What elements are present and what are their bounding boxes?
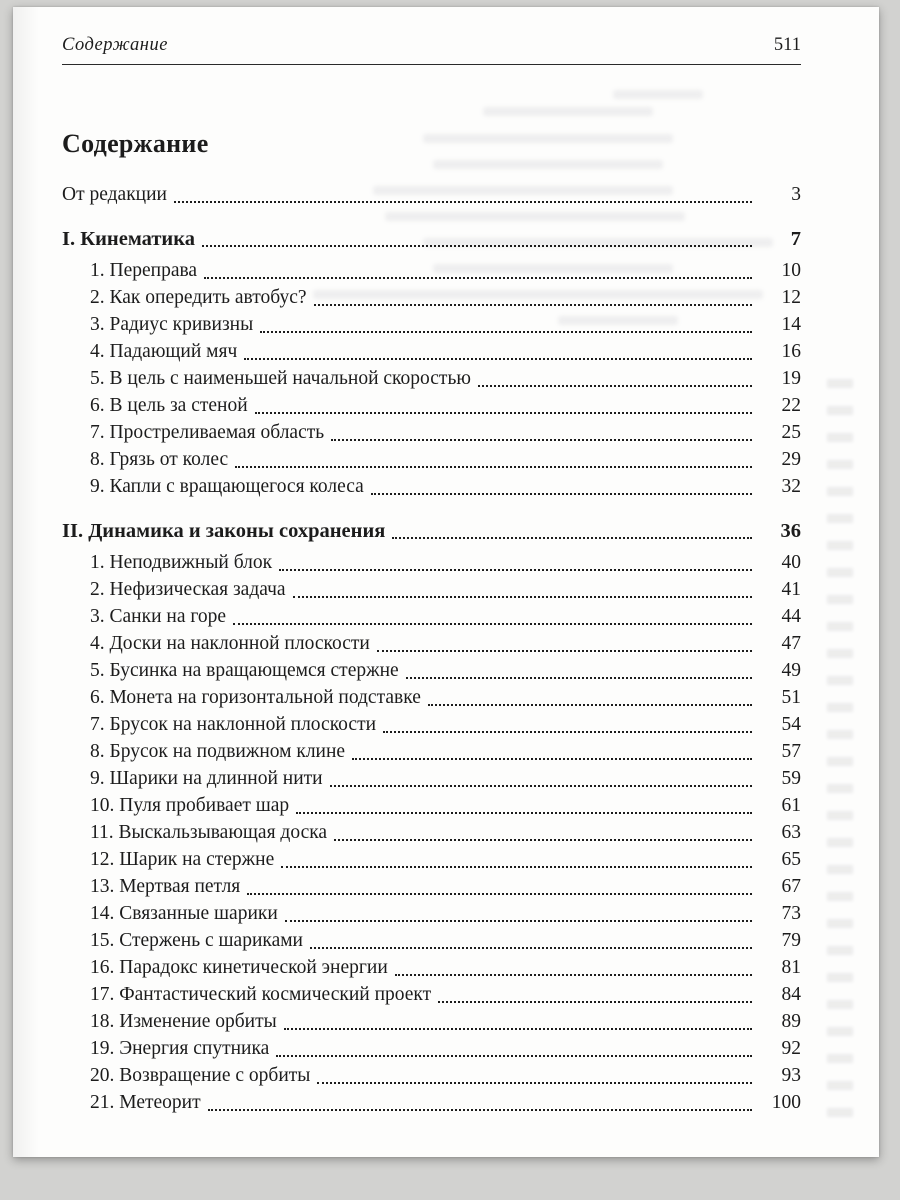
leader-dots	[204, 277, 752, 279]
leader-dots	[428, 704, 752, 706]
toc-entry-page: 47	[781, 633, 801, 654]
toc-entry-page: 22	[781, 395, 801, 416]
leader-dots	[296, 812, 752, 814]
toc-entry-label: 19. Энергия спутника	[90, 1038, 270, 1059]
toc-entry-page: 7	[790, 228, 801, 250]
toc-entry-page: 40	[781, 552, 801, 573]
leader-dots	[208, 1109, 752, 1111]
toc-item-row	[62, 311, 801, 338]
toc-item-row	[62, 257, 801, 284]
leader-dots	[314, 304, 752, 306]
toc-entry-label: 21. Метеорит	[90, 1092, 201, 1113]
bleed-page-numbers	[827, 379, 853, 1127]
toc-entry-label: II. Динамика и законы сохранения	[62, 520, 386, 542]
toc-entry-page: 61	[781, 795, 801, 816]
toc-item-row	[62, 684, 801, 711]
toc-front-matter-row	[62, 181, 801, 208]
header-rule	[62, 64, 801, 65]
toc-entry-page: 84	[781, 984, 801, 1005]
toc-item-row	[62, 900, 801, 927]
leader-dots	[331, 439, 752, 441]
toc-entry-page: 25	[781, 422, 801, 443]
toc-item-row	[62, 365, 801, 392]
toc-list	[62, 181, 801, 1116]
leader-dots	[255, 412, 752, 414]
toc-item-row	[62, 927, 801, 954]
toc-entry-label: 17. Фантастический космический проект	[90, 984, 432, 1005]
toc-entry-label: 12. Шарик на стержне	[90, 849, 275, 870]
toc-entry-page: 54	[781, 714, 801, 735]
toc-chapter-row	[62, 226, 801, 253]
toc-entry-page: 49	[781, 660, 801, 681]
leader-dots	[235, 466, 752, 468]
toc-item-row	[62, 1089, 801, 1116]
toc-entry-label: 8. Брусок на подвижном клине	[90, 741, 346, 762]
toc-entry-page: 59	[781, 768, 801, 789]
leader-dots	[174, 201, 752, 203]
toc-entry-label: I. Кинематика	[62, 228, 195, 250]
leader-dots	[281, 866, 752, 868]
toc-entry-page: 36	[780, 520, 801, 542]
toc-entry-label: От редакции	[62, 184, 167, 205]
toc-entry-label: 5. В цель с наименьшей начальной скоростью	[90, 368, 471, 389]
toc-section-items	[62, 549, 801, 1116]
running-title: Содержание	[62, 35, 168, 55]
toc-entry-page: 65	[781, 849, 801, 870]
leader-dots	[352, 758, 752, 760]
book-page	[13, 7, 879, 1157]
leader-dots	[244, 358, 752, 360]
toc-item-row	[62, 576, 801, 603]
toc-item-row	[62, 981, 801, 1008]
bleed-mark	[483, 107, 653, 116]
toc-item-row	[62, 419, 801, 446]
leader-dots	[310, 947, 752, 949]
toc-entry-label: 6. Монета на горизонтальной подставке	[90, 687, 421, 708]
toc-entry-page: 79	[781, 930, 801, 951]
toc-entry-page: 16	[781, 341, 801, 362]
toc-entry-label: 15. Стержень с шариками	[90, 930, 303, 951]
toc-entry-label: 6. В цель за стеной	[90, 395, 248, 416]
leader-dots	[478, 385, 752, 387]
bleed-mark	[613, 90, 703, 99]
toc-entry-page: 81	[781, 957, 801, 978]
toc-entry-page: 73	[781, 903, 801, 924]
leader-dots	[330, 785, 752, 787]
toc-entry-label: 4. Падающий мяч	[90, 341, 238, 362]
toc-entry-label: 1. Неподвижный блок	[90, 552, 273, 573]
toc-entry-label: 2. Нефизическая задача	[90, 579, 286, 600]
toc-item-row	[62, 1035, 801, 1062]
toc-entry-page: 89	[781, 1011, 801, 1032]
toc-item-row	[62, 392, 801, 419]
toc-item-row	[62, 338, 801, 365]
toc-entry-page: 19	[781, 368, 801, 389]
toc-entry-page: 3	[791, 184, 801, 205]
toc-chapter-row	[62, 518, 801, 545]
toc-entry-page: 32	[781, 476, 801, 497]
toc-item-row	[62, 549, 801, 576]
toc-entry-label: 3. Санки на горе	[90, 606, 227, 627]
page-header	[62, 33, 801, 57]
toc-item-row	[62, 738, 801, 765]
toc-item-row	[62, 446, 801, 473]
toc-entry-label: 13. Мертвая петля	[90, 876, 241, 897]
toc-entry-page: 67	[781, 876, 801, 897]
leader-dots	[334, 839, 752, 841]
toc-entry-page: 63	[781, 822, 801, 843]
leader-dots	[371, 493, 752, 495]
toc-item-row	[62, 765, 801, 792]
toc-entry-label: 8. Грязь от колес	[90, 449, 229, 470]
toc-item-row	[62, 603, 801, 630]
leader-dots	[247, 893, 752, 895]
toc-item-row	[62, 630, 801, 657]
toc-section-items	[62, 257, 801, 500]
toc-item-row	[62, 846, 801, 873]
toc-entry-label: 11. Выскальзывающая доска	[90, 822, 328, 843]
toc-item-row	[62, 1062, 801, 1089]
toc-item-row	[62, 819, 801, 846]
toc-entry-page: 14	[781, 314, 801, 335]
leader-dots	[276, 1055, 752, 1057]
toc-item-row	[62, 473, 801, 500]
toc-item-row	[62, 873, 801, 900]
toc-entry-label: 7. Простреливаемая область	[90, 422, 325, 443]
toc-entry-label: 16. Парадокс кинетической энергии	[90, 957, 388, 978]
leader-dots	[395, 974, 752, 976]
toc-entry-page: 93	[781, 1065, 801, 1086]
toc-item-row	[62, 657, 801, 684]
leader-dots	[317, 1082, 752, 1084]
toc-item-row	[62, 711, 801, 738]
toc-entry-label: 5. Бусинка на вращающемся стержне	[90, 660, 399, 681]
toc-title: Содержание	[62, 129, 209, 158]
leader-dots	[233, 623, 752, 625]
toc-entry-page: 29	[781, 449, 801, 470]
leader-dots	[377, 650, 752, 652]
leader-dots	[406, 677, 752, 679]
leader-dots	[285, 920, 752, 922]
toc-item-row	[62, 792, 801, 819]
toc-entry-label: 9. Шарики на длинной нити	[90, 768, 323, 789]
toc-entry-label: 10. Пуля пробивает шар	[90, 795, 290, 816]
toc-entry-label: 7. Брусок на наклонной плоскости	[90, 714, 377, 735]
toc-entry-page: 41	[781, 579, 801, 600]
toc-item-row	[62, 954, 801, 981]
leader-dots	[392, 537, 752, 539]
toc-entry-label: 18. Изменение орбиты	[90, 1011, 277, 1032]
toc-entry-page: 100	[771, 1092, 801, 1113]
leader-dots	[260, 331, 752, 333]
bleed-mark	[433, 160, 663, 169]
toc-item-row	[62, 284, 801, 311]
leader-dots	[284, 1028, 752, 1030]
toc-entry-label: 20. Возвращение с орбиты	[90, 1065, 311, 1086]
leader-dots	[383, 731, 752, 733]
toc-entry-label: 2. Как опередить автобус?	[90, 287, 307, 308]
toc-entry-label: 1. Переправа	[90, 260, 198, 281]
toc-entry-label: 4. Доски на наклонной плоскости	[90, 633, 370, 654]
toc-entry-page: 51	[781, 687, 801, 708]
toc-entry-label: 14. Связанные шарики	[90, 903, 278, 924]
toc-entry-label: 3. Радиус кривизны	[90, 314, 254, 335]
toc-item-row	[62, 1008, 801, 1035]
leader-dots	[202, 245, 752, 247]
toc-entry-page: 44	[781, 606, 801, 627]
toc-entry-label: 9. Капли с вращающегося колеса	[90, 476, 364, 497]
folio-page-number: 511	[773, 35, 801, 55]
leader-dots	[438, 1001, 752, 1003]
toc-entry-page: 57	[781, 741, 801, 762]
toc-entry-page: 12	[781, 287, 801, 308]
toc-entry-page: 10	[781, 260, 801, 281]
toc-entry-page: 92	[781, 1038, 801, 1059]
leader-dots	[279, 569, 752, 571]
leader-dots	[293, 596, 752, 598]
